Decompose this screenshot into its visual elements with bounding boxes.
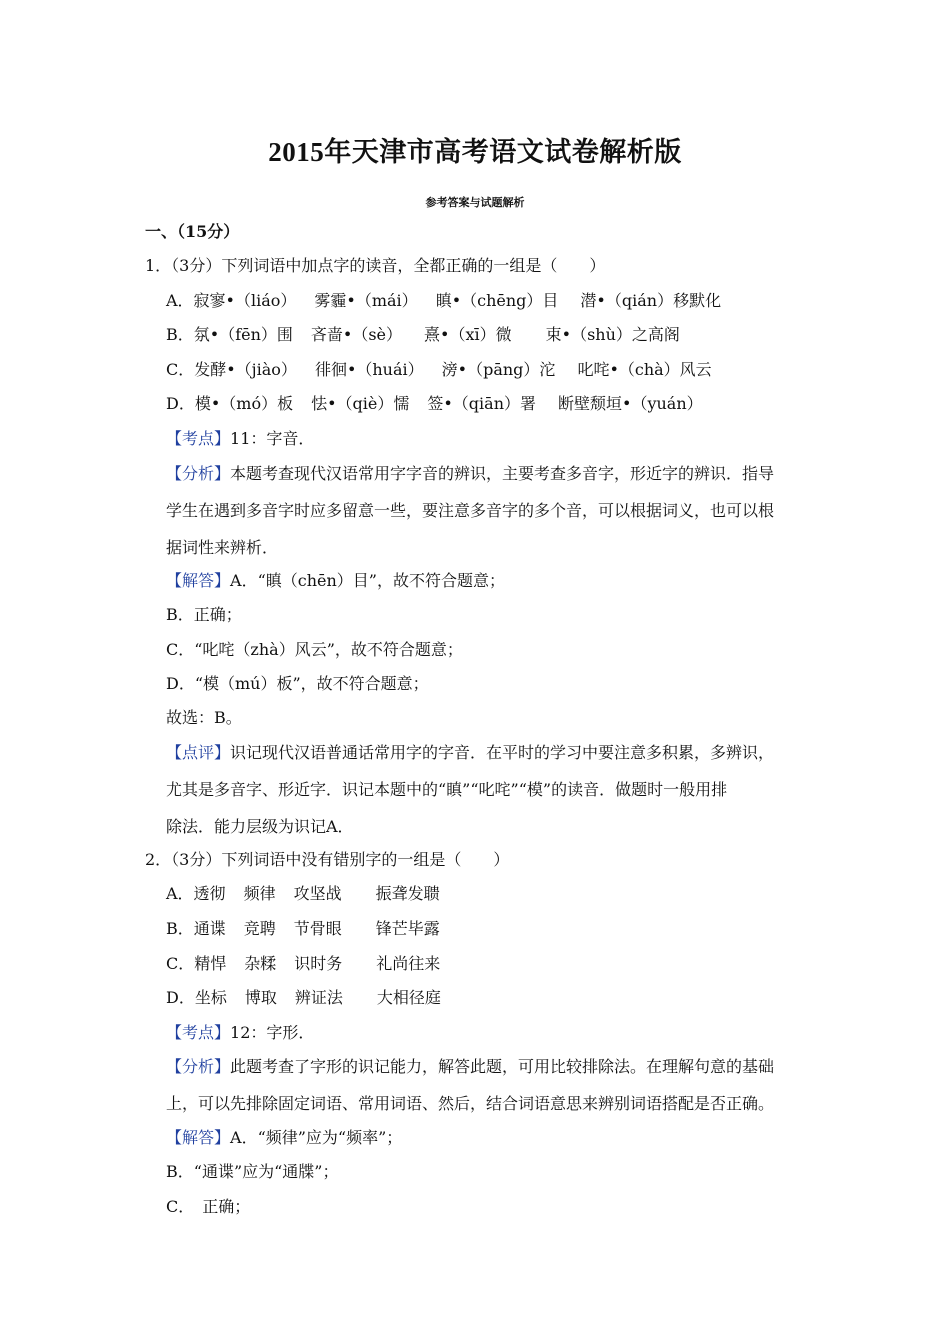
- q1-dianping-text-1: 识记现代汉语普通话常用字的字音．在平时的学习中要注意多积累，多辨识，: [230, 743, 775, 762]
- q1-option-b: [166, 325, 680, 345]
- q2-d-item-3: 辨证法: [294, 988, 343, 1007]
- q1-answer: 故选：B。: [166, 708, 242, 727]
- q1-a-item-3: 瞋•（chēng）目: [435, 291, 559, 310]
- q1-d-item-2: 怯•（qiè）懦: [311, 394, 410, 413]
- q1-fenxi-line-2: 学生在遇到多音字时应多留意一些，要注意多音字的多个音，可以根据词义，也可以根: [166, 501, 775, 520]
- q1-fenxi-text-1: 本题考查现代汉语常用字字音的辨识，主要考查多音字，形近字的辨识．指导: [230, 464, 775, 483]
- q1-b-item-4: 束•（shù）之高阁: [545, 325, 680, 344]
- q2-d-item-2: 博取: [244, 988, 277, 1007]
- kaodian-tag: 【考点】: [166, 1023, 231, 1042]
- q1-b-item-3: 熹•（xī）微: [424, 325, 512, 344]
- q1-dianping-line-1: [166, 743, 806, 763]
- jieda-tag: 【解答】: [166, 1128, 231, 1147]
- q2-d-item-1: D．坐标: [166, 988, 227, 1007]
- dianping-tag: 【点评】: [166, 743, 231, 762]
- q1-jieda-b: B．正确；: [166, 605, 242, 624]
- q1-c-item-2: 徘徊•（huái）: [314, 360, 424, 379]
- q1-b-item-1: B．氛•（fēn）围: [166, 325, 293, 344]
- fenxi-tag: 【分析】: [166, 1057, 231, 1076]
- q2-jieda-a-text: A．“频律”应为“频率”；: [230, 1128, 403, 1147]
- q1-d-item-4: 断壁颓垣•（yuán）: [558, 394, 703, 413]
- q2-b-item-4: 锋芒毕露: [375, 919, 440, 938]
- q2-a-item-4: 振聋发聩: [375, 884, 440, 903]
- q1-c-item-3: 滂•（pāng）沱: [441, 360, 556, 379]
- q2-a-item-2: 频律: [243, 884, 276, 903]
- q1-kaodian: [166, 429, 806, 449]
- jieda-tag: 【解答】: [166, 571, 231, 590]
- q2-b-item-2: 竞聘: [243, 919, 276, 938]
- q1-option-a: [166, 291, 721, 311]
- q2-a-item-1: A．透彻: [166, 884, 226, 903]
- q2-option-a: [166, 884, 440, 904]
- q1-jieda-c: C．“叱咤（zhà）风云”，故不符合题意；: [166, 640, 463, 659]
- q1-b-item-2: 吝啬•（sè）: [310, 325, 403, 344]
- q2-jieda-a: [166, 1128, 806, 1148]
- q2-b-item-1: B．通谍: [166, 919, 226, 938]
- q2-option-b: [166, 919, 440, 939]
- section-heading: 一、（15分）: [145, 222, 240, 241]
- q1-kaodian-text: 11：字音．: [230, 429, 315, 448]
- document-title: 2015年天津市高考语文试卷解析版: [268, 137, 682, 167]
- question-2-stem: 2．（3分）下列词语中没有错别字的一组是（ ）: [145, 850, 510, 869]
- q1-a-item-4: 潜•（qián）移默化: [580, 291, 722, 310]
- q2-jieda-c: C． 正确；: [166, 1197, 251, 1216]
- q1-c-item-1: C．发酵•（jiào）: [166, 360, 297, 379]
- q2-d-item-4: 大相径庭: [376, 988, 441, 1007]
- q1-d-item-1: D．模•（mó）板: [166, 394, 294, 413]
- fenxi-tag: 【分析】: [166, 464, 231, 483]
- q2-a-item-3: 攻坚战: [293, 884, 342, 903]
- q2-option-d: [166, 988, 441, 1008]
- q2-fenxi-text-1: 此题考查了字形的识记能力，解答此题，可用比较排除法。在理解句意的基础: [230, 1057, 775, 1076]
- q2-c-item-3: 识时务: [294, 954, 343, 973]
- q1-option-c: [166, 360, 712, 380]
- document-subtitle: 参考答案与试题解析: [425, 196, 525, 209]
- q1-a-item-2: 雾霾•（mái）: [314, 291, 418, 310]
- q1-d-item-3: 签•（qiān）署: [427, 394, 537, 413]
- q1-fenxi-line-1: [166, 464, 806, 484]
- q2-b-item-3: 节骨眼: [293, 919, 342, 938]
- q2-c-item-2: 杂糅: [244, 954, 277, 973]
- q2-c-item-1: C．精悍: [166, 954, 227, 973]
- kaodian-tag: 【考点】: [166, 429, 231, 448]
- q2-fenxi-line-1: [166, 1057, 806, 1077]
- q2-c-item-4: 礼尚往来: [376, 954, 441, 973]
- q1-dianping-line-2: 尤其是多音字、形近字．识记本题中的“瞋”“叱咤”“模”的读音．做题时一般用排: [166, 780, 728, 799]
- q1-dianping-line-3: 除法．能力层级为识记A．: [166, 817, 354, 836]
- q1-option-d: [166, 394, 703, 414]
- q2-jieda-b: B．“通谍”应为“通牒”；: [166, 1162, 339, 1181]
- q1-fenxi-line-3: 据词性来辨析．: [166, 538, 279, 557]
- q1-jieda-a-text: A．“瞋（chēn）目”，故不符合题意；: [230, 571, 505, 590]
- q2-option-c: [166, 954, 440, 974]
- q1-a-item-1: A．寂寥•（liáo）: [166, 291, 297, 310]
- q2-kaodian-text: 12：字形．: [230, 1023, 315, 1042]
- q1-jieda-a: [166, 571, 806, 591]
- q2-fenxi-line-2: 上，可以先排除固定词语、常用词语、然后，结合词语意思来辨别词语搭配是否正确。: [166, 1094, 775, 1113]
- q1-jieda-d: D．“模（mú）板”，故不符合题意；: [166, 674, 429, 693]
- question-1-stem: 1．（3分）下列词语中加点字的读音，全都正确的一组是（ ）: [145, 256, 606, 275]
- q1-c-item-4: 叱咤•（chà）风云: [577, 360, 712, 379]
- q2-kaodian: [166, 1023, 806, 1043]
